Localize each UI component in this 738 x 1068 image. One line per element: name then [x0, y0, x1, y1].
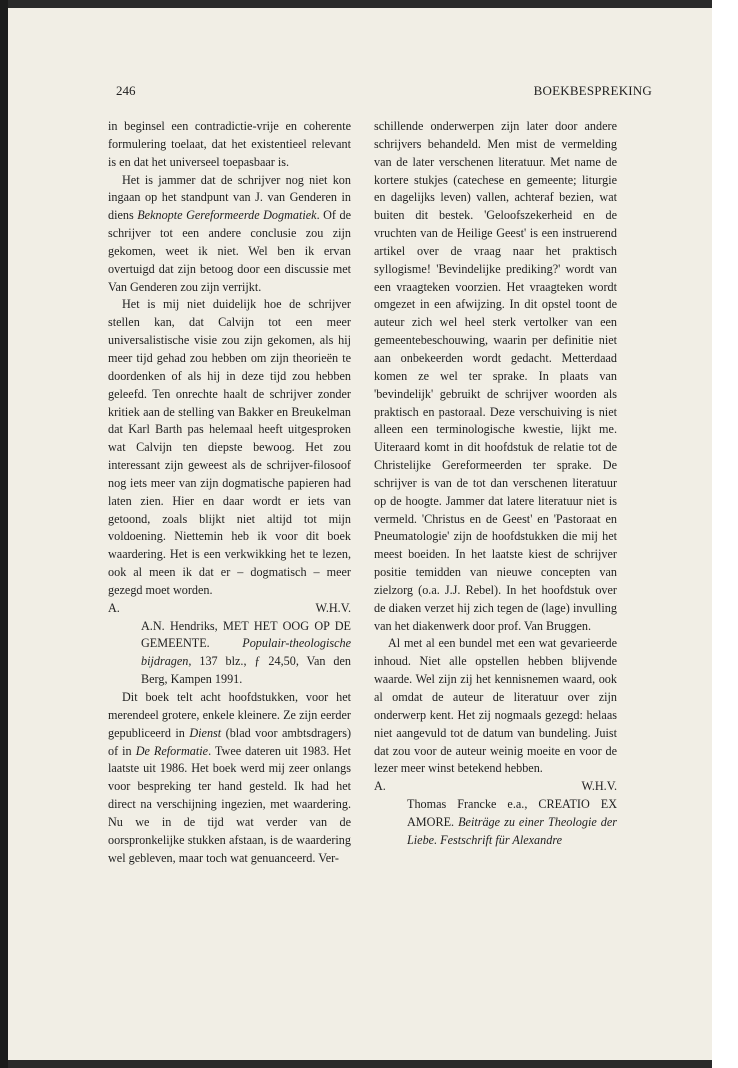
review-signature	[374, 778, 617, 796]
page-number: 246	[116, 83, 136, 98]
signature-initial: A.	[108, 600, 120, 615]
paragraph: Al met al een bundel met een wat gevarieerde inhoud. Niet alle opstellen hebben blijvende waarde. Wel zijn zij het kennisnemen waard, ook al omdat de auteur de literatuur over zijn onderwerp kent. Het zij nogmaals gezegd: helaas niet aangevuld tot de datum van bundeling. Juist dat zou voor de auteur weinig moeite en voor de lezer meer winst betekend hebben.	[374, 636, 617, 776]
review-signature	[108, 600, 351, 618]
paragraph: Het is mij niet duidelijk hoe de schrijver stellen kan, dat Calvijn tot een meer universalistische visie zou zijn gekomen, als hij meer tijd gehad zou hebben om zijn theorieën te doordenken of als hij in deze tijd zou hebben geleefd. Ten onrechte haalt de schrijver zonder kritiek aan de stelling van Bakker en Breukelman dat Karl Barth pas helemaal heeft uitgesproken wat Calvijn ten diepste bewoog. Het zou interessant zijn geweest als de schrijver-filosoof nog iets meer van zijn dogmatische papieren had laten zien. Hier en daar wordt er iets van getoond, zoals blijkt niet altijd tot mijn voldoening. Niettemin heb ik voor dit boek waardering. Het is een verkwikking het te lezen, ook al meen ik dat er – dogmatisch – meer gezegd moet worden.	[108, 297, 351, 597]
paragraph: Het is jammer dat de schrijver nog niet kon ingaan op het standpunt van J. van Genderen in diens Beknopte Gereformeerde Dogmatiek. Of de schrijver tot een andere conclusie zou zijn gekomen, weet ik niet. Wel ben ik ervan overtuigd dat zijn betoog door een discussie met Van Genderen zou zijn verrijkt.	[108, 172, 351, 294]
signature-author: W.H.V.	[581, 779, 617, 794]
scan-border-left	[0, 0, 8, 1068]
paragraph: in beginsel een contradictie-vrije en coherente formulering toelaat, dat het existentieel relevant is en dat het universeel toepasbaar is.	[108, 119, 351, 169]
review-heading: A.N. Hendriks, MET HET OOG OP DE GEMEENTE. Populair-theologische bijdragen, 137 blz., ƒ 24,50, Van den Berg, Kampen 1991.	[141, 618, 351, 687]
book-title: Beknopte Gereformeerde Dogmatiek	[137, 208, 317, 223]
signature-initial: A.	[374, 779, 386, 794]
review-heading: Thomas Francke e.a., CREATIO EX AMORE. Beiträge zu einer Theologie der Liebe. Festschrift für Alexandre	[407, 797, 618, 847]
left-column	[108, 118, 351, 867]
paragraph: Dit boek telt acht hoofdstukken, voor het merendeel grotere, enkele kleinere. Ze zijn eerder gepubliceerd in Dienst (blad voor ambtsdragers) of in De Reformatie. Twee dateren uit 1983. Het laatste uit 1986. Het boek werd mij zeer onlangs voor bespreking ter hand gesteld. Ik had het direct na verschijning ingezien, met waardering. Nu we in de tijd wat verder van de oorspronkelijke stukken afstaan, is de waardering wel gebleven, maar toch wat genuanceerd. Ver-	[108, 690, 352, 865]
book-subtitle: Populair-theologische bijdragen,	[141, 636, 351, 669]
right-column	[374, 118, 617, 850]
book-subtitle: Beiträge zu einer Theologie der Liebe. Festschrift für Alexandre	[407, 814, 618, 847]
signature-author: W.H.V.	[315, 600, 351, 615]
scan-border-right	[712, 0, 738, 1068]
paragraph: schillende onderwerpen zijn later door andere schrijvers behandeld. Men mist de vermelding van de later verschenen literatuur. Met name de kortere stukjes (catechese en gemeente; liturgie en dagelijks leven) vallen, achteraf bezien, wat buiten dit bestek. 'Geloofszekerheid en de vruchten van de Heilige Geest' is een instruerend artikel over de vraag naar het praktisch syllogisme! 'Bevindelijke prediking?' wordt van een vraagteken voorzien. Het vraagteken wordt omgezet in een afwijzing. In dit opstel toont de auteur zich wel heel sterk vertolker van een gemeentebeschouwing, waarin per definitie niet aan onbekeerden wordt gedacht. Metterdaad komen ze wel ter sprake. In plaats van 'bevindelijk' gebruikt de schrijver woorden als praktisch en pastoraal. Deze verschuiving is niet alleen een terminologische kwestie, lijkt me. Uiteraard komt in dit hoofdstuk de relatie tot de Christelijke Gereformeerden ter sprake. De schrijver is van de tot dan verschenen literatuur op de hoogte. Jammer dat latere literatuur niet is vermeld. 'Christus en de Geest' en 'Pastoraat en Pneumatologie' zijn de hoofdstukken die mij het meest boeiden. In het laatste kiest de schrijver positie temidden van nieuwe concepten van zielzorg (o.a. J.J. Rebel). In het hoofdstuk over de diaken verzet hij zich tegen de (lage) invulling van het diakenwerk door prof. Van Bruggen.	[374, 119, 617, 633]
running-head: BOEKBESPREKING	[533, 83, 652, 98]
